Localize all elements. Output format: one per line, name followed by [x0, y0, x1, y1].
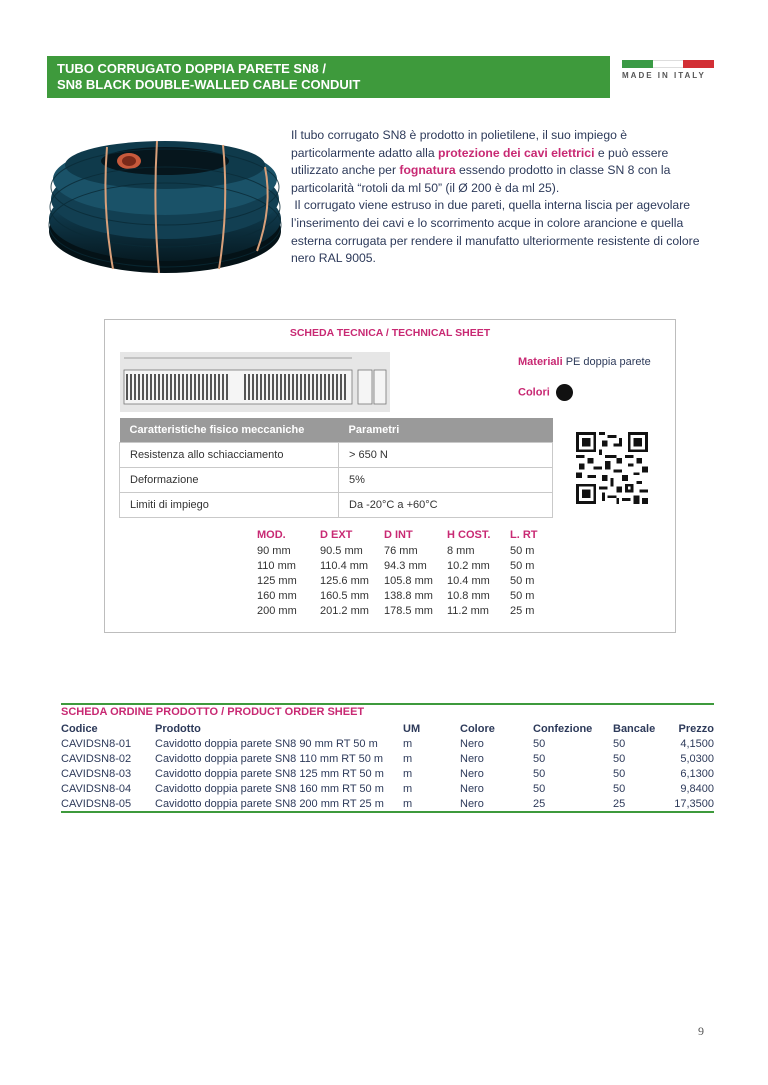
cell: 50 m — [510, 559, 535, 572]
table-row — [61, 781, 714, 796]
page-number: 9 — [698, 1024, 704, 1038]
title-line-2: SN8 BLACK DOUBLE-WALLED CABLE CONDUIT — [57, 77, 361, 92]
unit: m — [403, 752, 413, 765]
cell: 138.8 mm — [384, 589, 433, 602]
cell: 8 mm — [447, 544, 475, 557]
price: 5,0300 — [680, 752, 714, 765]
conduit-section-diagram — [120, 352, 390, 412]
package: 50 — [533, 782, 546, 795]
title-line-1: TUBO CORRUGATO DOPPIA PARETE SN8 / — [57, 61, 326, 76]
colors-line — [518, 384, 573, 401]
unit: m — [403, 797, 413, 810]
conduit-coil-image — [47, 127, 283, 275]
cell: 105.8 mm — [384, 574, 433, 587]
materials-value: PE doppia parete — [565, 356, 651, 368]
cell: 50 m — [510, 544, 535, 557]
table-header-row — [257, 527, 550, 543]
description-text-2: Il corrugato viene estruso in due pareti, quella interna liscia per agevolare l’inserimento dei cavi e lo scorrimento acque in colore arancione e quella esterna corrugata per rendere il manufatto ulteriormente resistente di colore nero RAL 9005. — [291, 198, 700, 266]
cell: 10.2 mm — [447, 559, 490, 572]
cell: 125 mm — [257, 574, 297, 587]
property-value: > 650 N — [339, 443, 553, 468]
table-row — [257, 558, 550, 573]
colors-label: Colori — [518, 386, 550, 399]
product-code: CAVIDSN8-05 — [61, 797, 132, 810]
color: Nero — [460, 797, 484, 810]
cell: 160.5 mm — [320, 589, 369, 602]
color: Nero — [460, 767, 484, 780]
product-name: Cavidotto doppia parete SN8 125 mm RT 50 m — [155, 767, 384, 780]
package: 50 — [533, 767, 546, 780]
property-value: Da -20°C a +60°C — [339, 493, 553, 518]
color: Nero — [460, 752, 484, 765]
pallet: 50 — [613, 737, 626, 750]
cell: 178.5 mm — [384, 604, 433, 617]
product-name: Cavidotto doppia parete SN8 200 mm RT 25 m — [155, 797, 384, 810]
column-header: Caratteristiche fisico meccaniche — [120, 418, 339, 443]
highlight-cable-protection: protezione dei cavi elettrici — [438, 145, 595, 160]
property-value: 5% — [339, 468, 553, 493]
black-color-swatch — [556, 384, 573, 401]
table-row — [257, 543, 550, 558]
column-header: Parametri — [339, 418, 553, 443]
property-name: Deformazione — [120, 468, 339, 493]
column-header: Colore — [460, 722, 495, 735]
column-header: UM — [403, 722, 421, 735]
cell: 50 m — [510, 589, 535, 602]
models-dimensions-table — [257, 527, 550, 618]
title-banner — [47, 56, 610, 98]
column-header: D INT — [384, 529, 413, 541]
cell: 76 mm — [384, 544, 418, 557]
pallet: 50 — [613, 767, 626, 780]
materials-label: Materiali — [518, 356, 563, 368]
qr-code-icon — [576, 432, 648, 504]
property-name: Limiti di impiego — [120, 493, 339, 518]
order-top-rule — [61, 703, 714, 705]
color: Nero — [460, 782, 484, 795]
column-header: MOD. — [257, 529, 286, 541]
product-description — [291, 127, 711, 268]
unit: m — [403, 767, 413, 780]
price: 9,8400 — [680, 782, 714, 795]
product-name: Cavidotto doppia parete SN8 160 mm RT 50 m — [155, 782, 384, 795]
cell: 11.2 mm — [447, 604, 489, 617]
column-header: L. RT — [510, 529, 538, 541]
column-header: Confezione — [533, 722, 593, 735]
price: 6,1300 — [680, 767, 714, 780]
table-row — [120, 443, 553, 468]
column-header: Bancale — [613, 722, 656, 735]
product-name: Cavidotto doppia parete SN8 110 mm RT 50 m — [155, 752, 384, 765]
column-header: H COST. — [447, 529, 491, 541]
unit: m — [403, 737, 413, 750]
package: 50 — [533, 737, 546, 750]
table-row — [257, 603, 550, 618]
cell: 110.4 mm — [320, 559, 369, 572]
pallet: 50 — [613, 782, 626, 795]
package: 50 — [533, 752, 546, 765]
price: 17,3500 — [674, 797, 714, 810]
column-header: Prezzo — [678, 722, 714, 735]
pallet: 25 — [613, 797, 626, 810]
product-code: CAVIDSN8-03 — [61, 767, 132, 780]
price: 4,1500 — [680, 737, 714, 750]
cell: 110 mm — [257, 559, 296, 572]
product-order-table — [61, 721, 714, 811]
table-row — [61, 751, 714, 766]
package: 25 — [533, 797, 546, 810]
unit: m — [403, 782, 413, 795]
description-text: e può essere utilizzato anche per — [291, 145, 669, 178]
pallet: 50 — [613, 752, 626, 765]
cell: 160 mm — [257, 589, 297, 602]
column-header: Prodotto — [155, 722, 201, 735]
order-sheet-title: SCHEDA ORDINE PRODOTTO / PRODUCT ORDER SHEET — [61, 706, 365, 718]
cell: 10.4 mm — [447, 574, 490, 587]
description-text: essendo prodotto in classe SN 8 con la particolarità “rotoli da ml 50” (il Ø 200 è da ml 25). — [291, 163, 671, 195]
table-row — [120, 468, 553, 493]
technical-sheet — [104, 319, 676, 633]
table-row — [61, 736, 714, 751]
cell: 125.6 mm — [320, 574, 369, 587]
table-header-row — [61, 721, 714, 736]
table-row — [61, 766, 714, 781]
table-header-row — [120, 418, 553, 443]
property-name: Resistenza allo schiacciamento — [120, 443, 339, 468]
cell: 10.8 mm — [447, 589, 490, 602]
product-code: CAVIDSN8-02 — [61, 752, 132, 765]
italian-flag-icon — [622, 60, 714, 68]
table-row — [257, 588, 550, 603]
product-code: CAVIDSN8-01 — [61, 737, 132, 750]
cell: 94.3 mm — [384, 559, 427, 572]
highlight-sewer: fognatura — [399, 163, 456, 178]
cell: 200 mm — [257, 604, 297, 617]
table-row — [257, 573, 550, 588]
column-header: D EXT — [320, 529, 353, 541]
technical-sheet-title: SCHEDA TECNICA / TECHNICAL SHEET — [289, 327, 491, 339]
cell: 201.2 mm — [320, 604, 369, 617]
cell: 50 m — [510, 574, 535, 587]
table-row — [61, 796, 714, 811]
made-in-italy-label: MADE IN ITALY — [622, 71, 706, 80]
color: Nero — [460, 737, 484, 750]
table-row — [120, 493, 553, 518]
mechanical-properties-table — [119, 418, 553, 518]
cell: 90 mm — [257, 544, 291, 557]
product-name: Cavidotto doppia parete SN8 90 mm RT 50 m — [155, 737, 378, 750]
materials-line — [518, 356, 651, 368]
cell: 25 m — [510, 604, 535, 617]
description-text: Il tubo corrugato SN8 è prodotto in polietilene, il suo impiego è particolarmente adatto alla — [291, 128, 628, 160]
order-bottom-rule — [61, 811, 714, 813]
column-header: Codice — [61, 722, 98, 735]
cell: 90.5 mm — [320, 544, 363, 557]
product-code: CAVIDSN8-04 — [61, 782, 132, 795]
